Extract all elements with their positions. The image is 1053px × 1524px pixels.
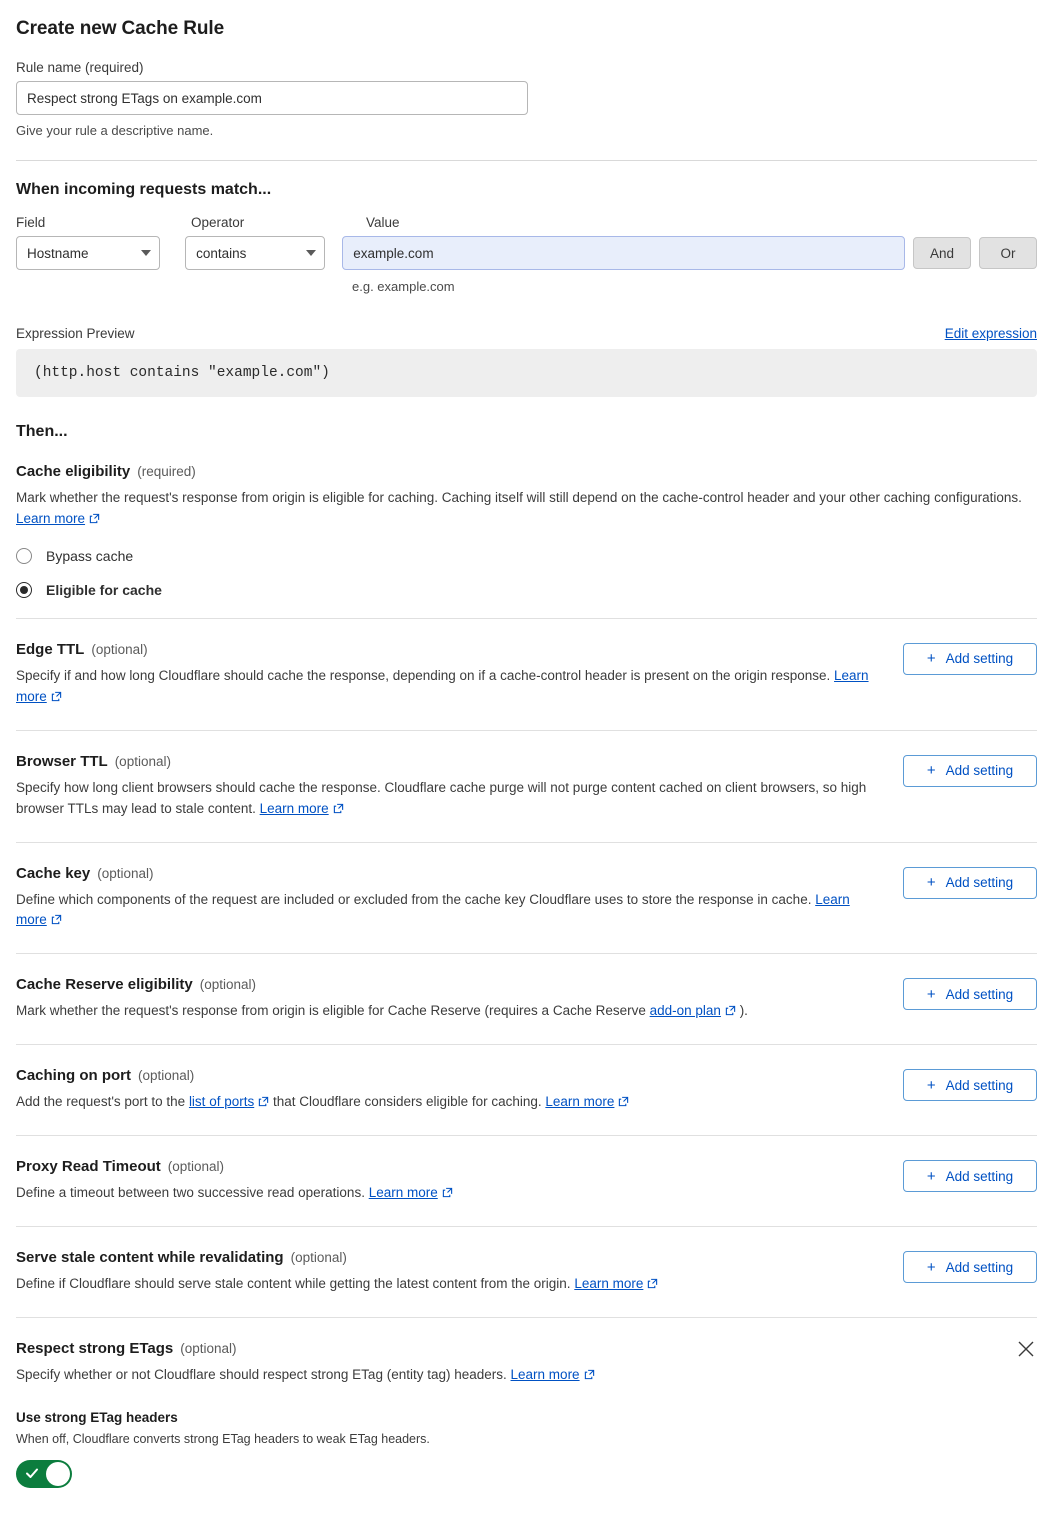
learn-more-link[interactable]: Learn more xyxy=(510,1367,580,1383)
setting-desc-mid: that Cloudflare considers eligible for caching. xyxy=(269,1094,546,1110)
plus-icon: + xyxy=(926,762,936,780)
toggle-knob xyxy=(46,1462,70,1486)
setting-desc-text: Specify how long client browsers should cache the response. Cloudflare cache purge will not purge content cached on client browsers, so high browser TTLs may lead to stale content. xyxy=(16,779,867,816)
value-input[interactable] xyxy=(342,236,905,270)
setting-optional: (optional) xyxy=(114,753,171,769)
external-link-icon xyxy=(725,1005,736,1016)
setting-desc xyxy=(16,1274,883,1295)
setting-cache-key xyxy=(16,842,1037,954)
add-setting-label: Add setting xyxy=(945,651,1014,667)
setting-name: Cache key xyxy=(16,864,91,882)
field-label: Field xyxy=(16,215,46,230)
add-setting-button[interactable] xyxy=(903,978,1037,1010)
etag-optional: (optional) xyxy=(180,1341,237,1357)
setting-respect-strong-etags xyxy=(16,1317,1037,1488)
external-link-icon xyxy=(442,1187,453,1198)
plus-icon: + xyxy=(926,985,936,1003)
setting-desc-text: Add the request's port to the xyxy=(16,1094,189,1110)
use-strong-etag-headers-toggle[interactable] xyxy=(16,1460,72,1488)
etag-desc-text: Specify whether or not Cloudflare should respect strong ETag (entity tag) headers. xyxy=(16,1367,511,1383)
operator-select[interactable] xyxy=(185,236,325,270)
setting-desc-text: Mark whether the request's response from origin is eligible for Cache Reserve (requires a Cache Reserve xyxy=(16,1003,650,1019)
external-link-icon xyxy=(647,1278,658,1289)
etag-desc xyxy=(16,1365,1026,1386)
cache-eligibility-block xyxy=(16,463,1037,598)
add-setting-label: Add setting xyxy=(945,986,1014,1002)
rule-name-group xyxy=(16,60,1037,138)
radio-eligible-for-cache[interactable] xyxy=(16,582,1037,598)
etag-toggle-label: Use strong ETag headers xyxy=(16,1409,178,1425)
plus-icon: + xyxy=(926,1076,936,1094)
learn-more-link[interactable]: Learn more xyxy=(16,510,86,526)
match-row xyxy=(16,236,1037,270)
setting-optional: (optional) xyxy=(97,865,154,881)
learn-more-link[interactable]: Learn more xyxy=(574,1276,644,1292)
add-setting-label: Add setting xyxy=(945,1168,1014,1184)
plus-icon: + xyxy=(926,1258,936,1276)
radio-bypass-cache[interactable] xyxy=(16,548,1037,564)
setting-name: Edge TTL xyxy=(16,640,85,658)
edit-expression-link[interactable]: Edit expression xyxy=(944,326,1037,341)
external-link-icon xyxy=(258,1096,269,1107)
setting-optional: (optional) xyxy=(290,1250,347,1266)
radio-selected-icon xyxy=(16,582,32,598)
match-labels xyxy=(16,215,1037,230)
expression-header xyxy=(16,326,1037,341)
add-setting-button[interactable] xyxy=(903,1160,1037,1192)
setting-edge-ttl xyxy=(16,618,1037,730)
add-setting-button[interactable] xyxy=(903,1069,1037,1101)
add-setting-button[interactable] xyxy=(903,1251,1037,1283)
add-setting-button[interactable] xyxy=(903,867,1037,899)
setting-name: Cache Reserve eligibility xyxy=(16,976,193,994)
setting-optional: (optional) xyxy=(167,1159,225,1175)
external-link-icon xyxy=(333,803,344,814)
setting-browser-ttl xyxy=(16,730,1037,842)
page-title: Create new Cache Rule xyxy=(16,18,225,39)
rule-name-label: Rule name (required) xyxy=(16,60,144,75)
add-on-plan-link[interactable]: add-on plan xyxy=(649,1003,721,1019)
radio-bypass-cache-label: Bypass cache xyxy=(46,547,134,564)
setting-name: Caching on port xyxy=(16,1067,131,1085)
setting-desc xyxy=(16,1092,883,1113)
setting-desc-text-2: ). xyxy=(735,1003,748,1019)
setting-desc xyxy=(16,778,883,820)
setting-desc-text: Define if Cloudflare should serve stale content while getting the latest content from the origin. xyxy=(16,1276,575,1292)
check-icon xyxy=(25,1466,39,1480)
setting-desc xyxy=(16,890,883,932)
then-title: Then... xyxy=(16,423,68,440)
learn-more-link[interactable]: Learn more xyxy=(259,800,329,816)
rule-name-helper: Give your rule a descriptive name. xyxy=(16,123,214,138)
add-setting-label: Add setting xyxy=(945,1077,1014,1093)
setting-optional: (optional) xyxy=(138,1068,195,1084)
etag-name: Respect strong ETags xyxy=(16,1340,174,1358)
setting-caching-on-port xyxy=(16,1044,1037,1135)
learn-more-link[interactable]: Learn more xyxy=(368,1185,438,1201)
cache-eligibility-desc-text: Mark whether the request's response from origin is eligible for caching. Caching itself will still depend on the cache-control header and your other caching configurations. xyxy=(16,490,1022,505)
setting-desc xyxy=(16,1183,883,1204)
radio-eligible-for-cache-label: Eligible for cache xyxy=(46,581,162,598)
setting-name: Browser TTL xyxy=(16,752,108,770)
rule-name-input[interactable] xyxy=(16,81,528,115)
setting-serve-stale-content xyxy=(16,1226,1037,1317)
add-setting-label: Add setting xyxy=(945,763,1014,779)
operator-select-value: contains xyxy=(185,236,325,270)
field-select-value: Hostname xyxy=(16,236,160,270)
chevron-down-icon xyxy=(306,250,316,256)
or-button[interactable]: Or xyxy=(979,237,1037,269)
plus-icon: + xyxy=(926,650,936,668)
plus-icon: + xyxy=(926,1167,936,1185)
close-icon[interactable] xyxy=(1017,1340,1035,1358)
value-hint: e.g. example.com xyxy=(352,279,455,294)
value-label: Value xyxy=(366,215,400,230)
field-select[interactable] xyxy=(16,236,160,270)
setting-optional: (optional) xyxy=(91,641,148,657)
etag-toggle-desc: When off, Cloudflare converts strong ETag headers to weak ETag headers. xyxy=(16,1431,430,1446)
list-of-ports-link[interactable]: list of ports xyxy=(188,1094,255,1110)
add-setting-label: Add setting xyxy=(945,1259,1014,1275)
external-link-icon xyxy=(51,914,62,925)
learn-more-link[interactable]: Learn more xyxy=(16,667,869,704)
setting-desc-text: Define which components of the request are included or excluded from the cache key Cloudflare uses to store the response in cache. xyxy=(16,891,816,907)
add-setting-label: Add setting xyxy=(945,875,1014,891)
plus-icon: + xyxy=(926,874,936,892)
external-link-icon xyxy=(618,1096,629,1107)
setting-proxy-read-timeout xyxy=(16,1135,1037,1226)
setting-desc xyxy=(16,666,883,708)
match-section-title: When incoming requests match... xyxy=(16,181,272,198)
chevron-down-icon xyxy=(141,250,151,256)
and-button[interactable]: And xyxy=(913,237,971,269)
external-link-icon xyxy=(89,513,100,524)
operator-label: Operator xyxy=(191,215,245,230)
radio-icon xyxy=(16,548,32,564)
setting-name: Proxy Read Timeout xyxy=(16,1158,161,1176)
setting-desc-text: Define a timeout between two successive read operations. xyxy=(16,1185,369,1201)
add-setting-button[interactable] xyxy=(903,755,1037,787)
external-link-icon xyxy=(51,691,62,702)
learn-more-link[interactable]: Learn more xyxy=(545,1094,615,1110)
learn-more-link[interactable]: Learn more xyxy=(16,891,850,928)
setting-cache-reserve-eligibility xyxy=(16,953,1037,1044)
expression-preview: (http.host contains "example.com") xyxy=(16,349,1037,397)
setting-optional: (optional) xyxy=(199,977,257,993)
external-link-icon xyxy=(584,1369,595,1380)
add-setting-button[interactable] xyxy=(903,643,1037,675)
cache-eligibility-required: (required) xyxy=(137,464,196,479)
expression-label: Expression Preview xyxy=(16,326,135,341)
cache-eligibility-head xyxy=(16,463,1037,480)
cache-eligibility-desc xyxy=(16,488,1026,530)
setting-name: Serve stale content while revalidating xyxy=(16,1249,284,1267)
divider-1 xyxy=(16,160,1037,161)
setting-desc-text: Specify if and how long Cloudflare should cache the response, depending on if a cache-control header is present on the origin response. xyxy=(16,667,835,683)
cache-eligibility-name: Cache eligibility xyxy=(16,463,131,480)
setting-desc xyxy=(16,1001,883,1022)
